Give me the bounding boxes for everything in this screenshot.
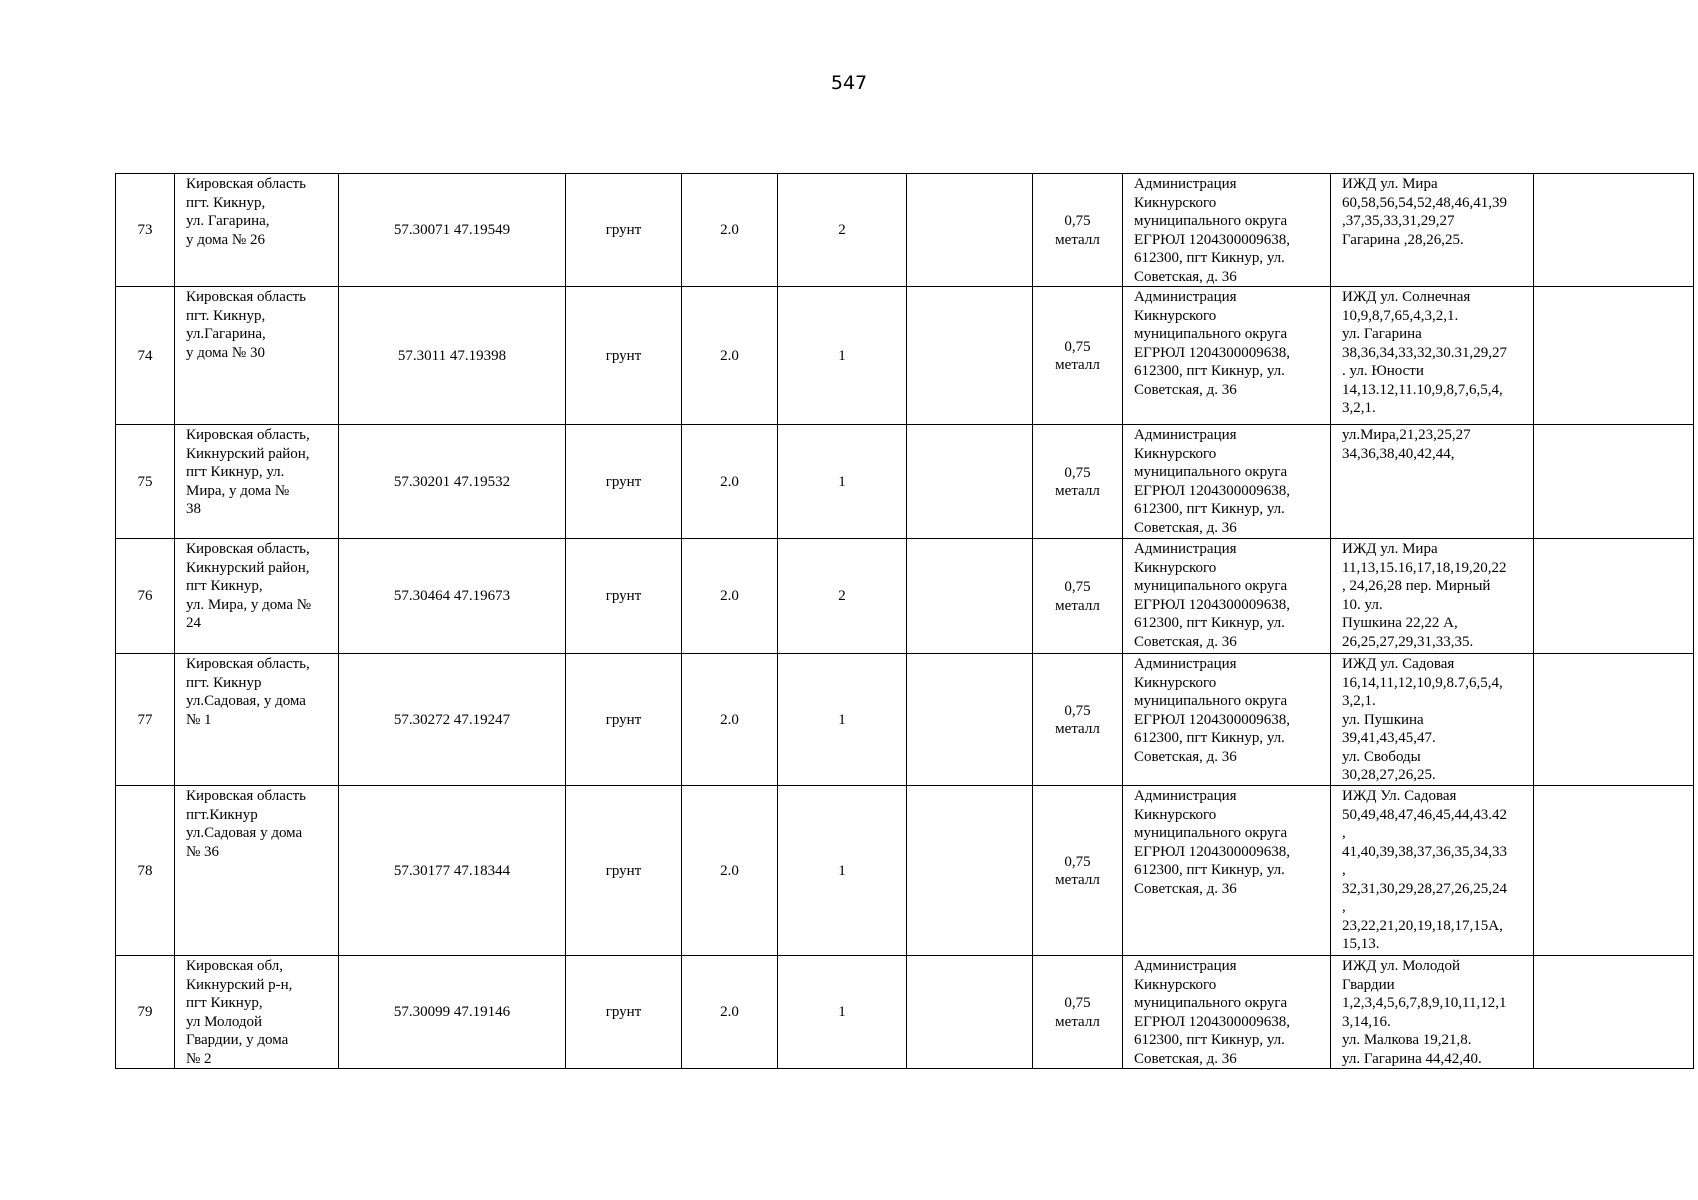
address-cell: Кировская область, Кикнурский район, пгт Кикнур, ул. Мира, у дома № 24 bbox=[175, 539, 339, 654]
empty-cell bbox=[907, 174, 1033, 287]
row-number-cell: 73 bbox=[116, 174, 175, 287]
container-count-cell: 2 bbox=[778, 539, 907, 654]
notes-cell bbox=[1534, 425, 1694, 539]
empty-cell bbox=[907, 654, 1033, 786]
area-cell: 2.0 bbox=[682, 956, 778, 1069]
table-row bbox=[116, 786, 1694, 956]
owner-cell: Администрация Кикнурского муниципального округа ЕГРЮЛ 1204300009638, 612300, пгт Кикнур, ул. Советская, д. 36 bbox=[1123, 654, 1331, 786]
row-number-cell: 74 bbox=[116, 287, 175, 425]
served-objects-cell: ИЖД ул. Мира 60,58,56,54,52,48,46,41,39 ,37,35,33,31,29,27 Гагарина ,28,26,25. bbox=[1331, 174, 1534, 287]
notes-cell bbox=[1534, 786, 1694, 956]
area-cell: 2.0 bbox=[682, 654, 778, 786]
table-row bbox=[116, 654, 1694, 786]
table-row bbox=[116, 425, 1694, 539]
owner-cell: Администрация Кикнурского муниципального округа ЕГРЮЛ 1204300009638, 612300, пгт Кикнур, ул. Советская, д. 36 bbox=[1123, 956, 1331, 1069]
coordinates-cell: 57.30177 47.18344 bbox=[339, 786, 566, 956]
surface-cell: грунт bbox=[566, 425, 682, 539]
served-objects-cell: ул.Мира,21,23,25,27 34,36,38,40,42,44, bbox=[1331, 425, 1534, 539]
served-objects-cell: ИЖД ул. Мира 11,13,15.16,17,18,19,20,22 , 24,26,28 пер. Мирный 10. ул. Пушкина 22,22 А, 26,25,27,29,31,33,35. bbox=[1331, 539, 1534, 654]
volume-cell: 0,75 металл bbox=[1033, 425, 1123, 539]
surface-cell: грунт bbox=[566, 287, 682, 425]
notes-cell bbox=[1534, 287, 1694, 425]
coordinates-cell: 57.30201 47.19532 bbox=[339, 425, 566, 539]
empty-cell bbox=[907, 956, 1033, 1069]
area-cell: 2.0 bbox=[682, 425, 778, 539]
coordinates-cell: 57.30272 47.19247 bbox=[339, 654, 566, 786]
registry-table bbox=[115, 173, 1694, 1069]
served-objects-cell: ИЖД ул. Солнечная 10,9,8,7,65,4,3,2,1. ул. Гагарина 38,36,34,33,32,30.31,29,27 . ул. Юности 14,13.12,11.10,9,8,7,6,5,4, 3,2,1. bbox=[1331, 287, 1534, 425]
row-number-cell: 78 bbox=[116, 786, 175, 956]
page-number: 547 bbox=[830, 72, 868, 94]
registry-body bbox=[116, 174, 1694, 1069]
notes-cell bbox=[1534, 956, 1694, 1069]
container-count-cell: 1 bbox=[778, 287, 907, 425]
empty-cell bbox=[907, 287, 1033, 425]
empty-cell bbox=[907, 425, 1033, 539]
empty-cell bbox=[907, 786, 1033, 956]
coordinates-cell: 57.30464 47.19673 bbox=[339, 539, 566, 654]
row-number-cell: 76 bbox=[116, 539, 175, 654]
owner-cell: Администрация Кикнурского муниципального округа ЕГРЮЛ 1204300009638, 612300, пгт Кикнур, ул. Советская, д. 36 bbox=[1123, 287, 1331, 425]
notes-cell bbox=[1534, 539, 1694, 654]
notes-cell bbox=[1534, 174, 1694, 287]
address-cell: Кировская область, пгт. Кикнур ул.Садовая, у дома № 1 bbox=[175, 654, 339, 786]
volume-cell: 0,75 металл bbox=[1033, 287, 1123, 425]
owner-cell: Администрация Кикнурского муниципального округа ЕГРЮЛ 1204300009638, 612300, пгт Кикнур, ул. Советская, д. 36 bbox=[1123, 786, 1331, 956]
area-cell: 2.0 bbox=[682, 174, 778, 287]
surface-cell: грунт bbox=[566, 654, 682, 786]
volume-cell: 0,75 металл bbox=[1033, 174, 1123, 287]
coordinates-cell: 57.3011 47.19398 bbox=[339, 287, 566, 425]
surface-cell: грунт bbox=[566, 174, 682, 287]
surface-cell: грунт bbox=[566, 956, 682, 1069]
served-objects-cell: ИЖД ул. Садовая 16,14,11,12,10,9,8.7,6,5,4, 3,2,1. ул. Пушкина 39,41,43,45,47. ул. Свободы 30,28,27,26,25. bbox=[1331, 654, 1534, 786]
area-cell: 2.0 bbox=[682, 287, 778, 425]
table-row bbox=[116, 287, 1694, 425]
address-cell: Кировская обл, Кикнурский р-н, пгт Кикнур, ул Молодой Гвардии, у дома № 2 bbox=[175, 956, 339, 1069]
address-cell: Кировская область пгт.Кикнур ул.Садовая у дома № 36 bbox=[175, 786, 339, 956]
address-cell: Кировская область пгт. Кикнур, ул. Гагарина, у дома № 26 bbox=[175, 174, 339, 287]
owner-cell: Администрация Кикнурского муниципального округа ЕГРЮЛ 1204300009638, 612300, пгт Кикнур, ул. Советская, д. 36 bbox=[1123, 425, 1331, 539]
served-objects-cell: ИЖД Ул. Садовая 50,49,48,47,46,45,44,43.42 , 41,40,39,38,37,36,35,34,33 , 32,31,30,29,28,27,26,25,24 , 23,22,21,20,19,18,17,15А, 15,13. bbox=[1331, 786, 1534, 956]
volume-cell: 0,75 металл bbox=[1033, 654, 1123, 786]
container-count-cell: 1 bbox=[778, 956, 907, 1069]
row-number-cell: 79 bbox=[116, 956, 175, 1069]
container-count-cell: 1 bbox=[778, 786, 907, 956]
coordinates-cell: 57.30071 47.19549 bbox=[339, 174, 566, 287]
table-row bbox=[116, 956, 1694, 1069]
table-row bbox=[116, 539, 1694, 654]
surface-cell: грунт bbox=[566, 539, 682, 654]
address-cell: Кировская область, Кикнурский район, пгт Кикнур, ул. Мира, у дома № 38 bbox=[175, 425, 339, 539]
served-objects-cell: ИЖД ул. Молодой Гвардии 1,2,3,4,5,6,7,8,9,10,11,12,1 3,14,16. ул. Малкова 19,21,8. ул. Гагарина 44,42,40. bbox=[1331, 956, 1534, 1069]
coordinates-cell: 57.30099 47.19146 bbox=[339, 956, 566, 1069]
notes-cell bbox=[1534, 654, 1694, 786]
volume-cell: 0,75 металл bbox=[1033, 539, 1123, 654]
surface-cell: грунт bbox=[566, 786, 682, 956]
container-count-cell: 1 bbox=[778, 425, 907, 539]
table-row bbox=[116, 174, 1694, 287]
empty-cell bbox=[907, 539, 1033, 654]
area-cell: 2.0 bbox=[682, 539, 778, 654]
address-cell: Кировская область пгт. Кикнур, ул.Гагарина, у дома № 30 bbox=[175, 287, 339, 425]
container-count-cell: 2 bbox=[778, 174, 907, 287]
owner-cell: Администрация Кикнурского муниципального округа ЕГРЮЛ 1204300009638, 612300, пгт Кикнур, ул. Советская, д. 36 bbox=[1123, 174, 1331, 287]
area-cell: 2.0 bbox=[682, 786, 778, 956]
row-number-cell: 75 bbox=[116, 425, 175, 539]
owner-cell: Администрация Кикнурского муниципального округа ЕГРЮЛ 1204300009638, 612300, пгт Кикнур, ул. Советская, д. 36 bbox=[1123, 539, 1331, 654]
volume-cell: 0,75 металл bbox=[1033, 786, 1123, 956]
container-count-cell: 1 bbox=[778, 654, 907, 786]
volume-cell: 0,75 металл bbox=[1033, 956, 1123, 1069]
row-number-cell: 77 bbox=[116, 654, 175, 786]
